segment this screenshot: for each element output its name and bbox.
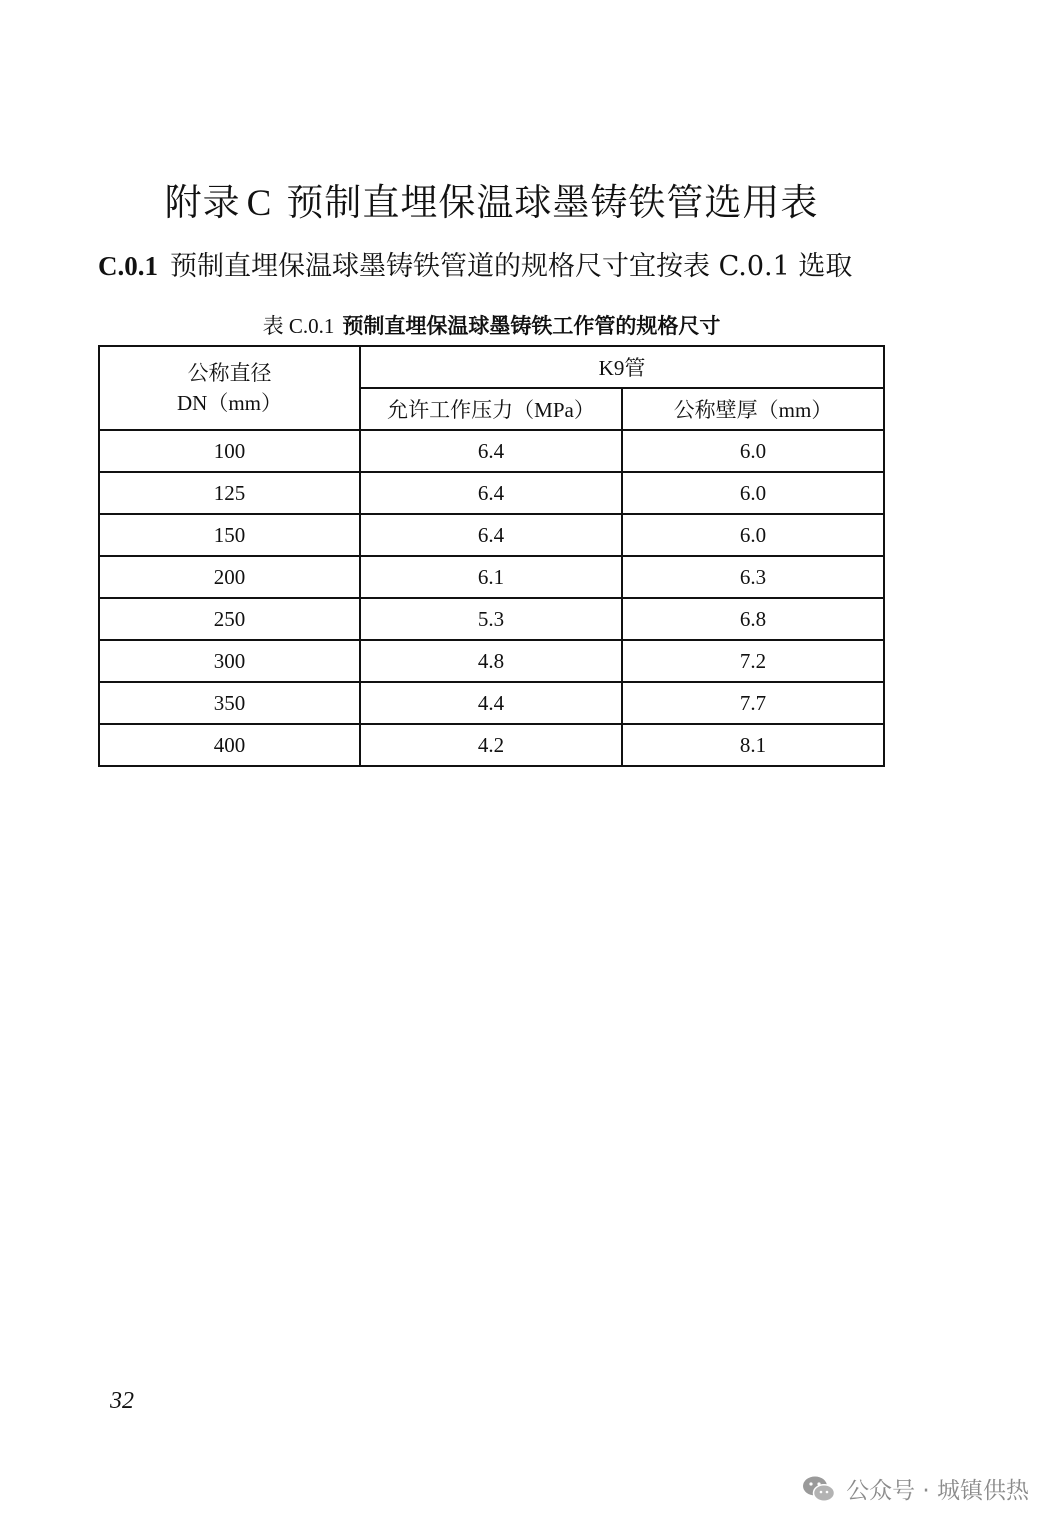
- table-header-row-1: [99, 346, 884, 388]
- table-row: [99, 724, 884, 766]
- wechat-icon: [802, 1475, 836, 1503]
- cell-dn: 400: [99, 724, 360, 766]
- cell-dn: 150: [99, 514, 360, 556]
- header-group: K9管: [598, 356, 646, 380]
- cell-dn: 300: [99, 640, 360, 682]
- table-row: [99, 682, 884, 724]
- header-dn-line2: DN（mm）: [177, 391, 282, 415]
- table-caption-text: 预制直埋保温球墨铸铁工作管的规格尺寸: [342, 314, 721, 338]
- header-wall-cell: [622, 388, 884, 430]
- clause-text: 预制直埋保温球墨铸铁管道的规格尺寸宜按表 C.0.1 选取: [170, 251, 853, 282]
- cell-pressure: 4.4: [360, 682, 622, 724]
- table-row: [99, 514, 884, 556]
- cell-dn: 350: [99, 682, 360, 724]
- cell-wall: 8.1: [622, 724, 884, 766]
- table-row: [99, 556, 884, 598]
- cell-wall: 6.0: [622, 430, 884, 472]
- cell-wall: 6.8: [622, 598, 884, 640]
- clause-number: C.0.1: [98, 251, 158, 281]
- table-caption: [0, 310, 983, 340]
- appendix-title-text: 预制直埋保温球墨铸铁管选用表: [286, 181, 819, 224]
- cell-wall: 7.2: [622, 640, 884, 682]
- header-dn-cell: [99, 346, 360, 430]
- cell-wall: 6.3: [622, 556, 884, 598]
- cell-dn: 200: [99, 556, 360, 598]
- cell-pressure: 6.4: [360, 472, 622, 514]
- watermark-text: 公众号 · 城镇供热: [846, 1478, 1029, 1504]
- header-pressure: 允许工作压力（MPa）: [387, 398, 595, 422]
- page-number: 32: [110, 1388, 134, 1414]
- cell-wall: 7.7: [622, 682, 884, 724]
- table-row: [99, 640, 884, 682]
- cell-pressure: 6.4: [360, 430, 622, 472]
- header-group-cell: [360, 346, 884, 388]
- cell-wall: 6.0: [622, 514, 884, 556]
- watermark: [802, 1472, 1029, 1505]
- cell-wall: 6.0: [622, 472, 884, 514]
- appendix-title-prefix: 附录: [164, 181, 241, 224]
- cell-pressure: 6.4: [360, 514, 622, 556]
- table-row: [99, 430, 884, 472]
- cell-dn: 250: [99, 598, 360, 640]
- cell-pressure: 4.8: [360, 640, 622, 682]
- cell-dn: 125: [99, 472, 360, 514]
- header-wall: 公称壁厚（mm）: [673, 398, 833, 422]
- appendix-letter: C: [246, 183, 273, 224]
- header-pressure-cell: [360, 388, 622, 430]
- cell-pressure: 5.3: [360, 598, 622, 640]
- appendix-title: [0, 172, 983, 226]
- table-row: [99, 472, 884, 514]
- cell-pressure: 6.1: [360, 556, 622, 598]
- spec-table: [98, 345, 885, 767]
- table-caption-prefix: 表 C.0.1: [262, 314, 335, 338]
- cell-pressure: 4.2: [360, 724, 622, 766]
- table-row: [99, 598, 884, 640]
- header-dn-line1: 公称直径: [187, 361, 272, 385]
- cell-dn: 100: [99, 430, 360, 472]
- clause-paragraph: [98, 244, 852, 283]
